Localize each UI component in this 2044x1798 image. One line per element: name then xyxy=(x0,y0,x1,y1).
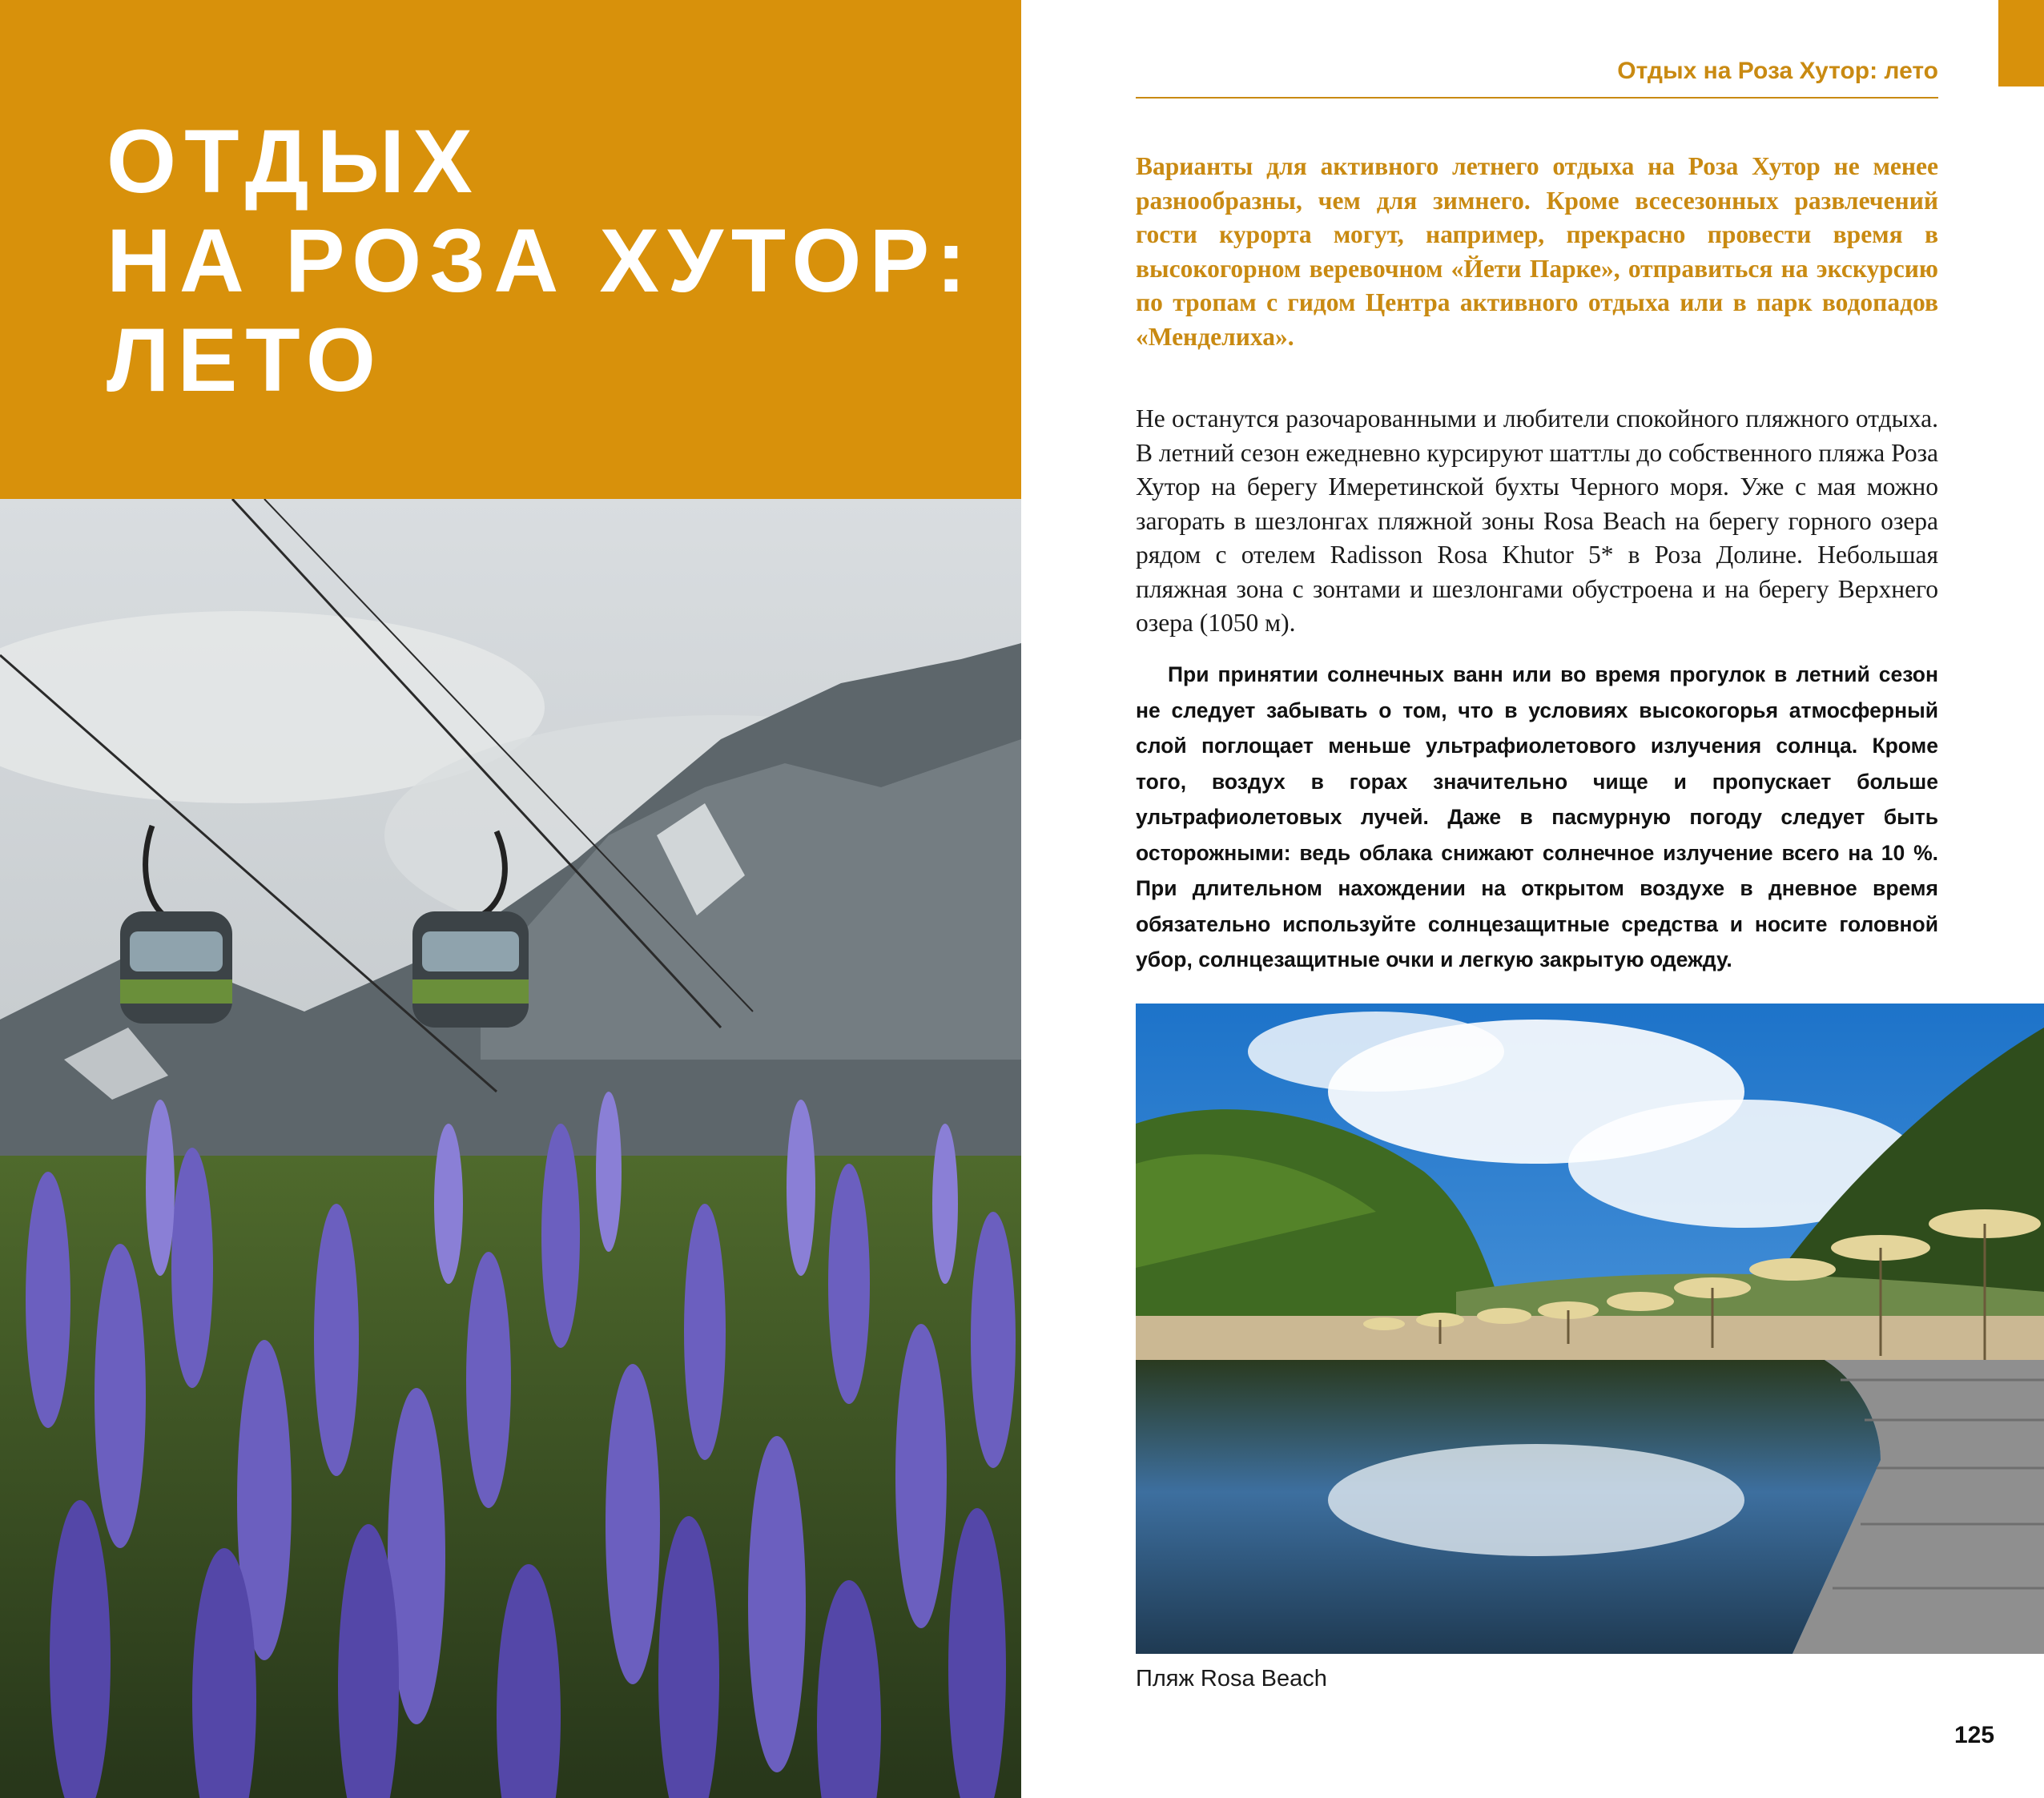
chapter-title xyxy=(107,112,974,410)
notice-paragraph: При принятии солнечных ванн или во время прогулок в летний сезон не следует забывать о том, что в условиях высокогорья атмосферный слой поглощает меньше ультрафиолетового излучения солнца. Кроме того, воздух в горах значительно чище и пропускает больше ультрафиолетовых лучей. Даже в пасмурную погоду следует быть осторожными: ведь облака снижают солнечное излучение всего на 10 %. При длительном нахождении на открытом воздухе в дневное время обязательно используйте солнцезащитные средства и носите головной убор, солнцезащитные очки и легкую закрытую одежду. xyxy=(1136,662,1938,971)
body-paragraph: Не останутся разочарованными и любители спокойного пляжного отдыха. В летний сезон ежедневно курсируют шаттлы до собственного пляжа Роза Хутор на берегу Имеретинской бухты Черного моря. Уже с мая можно загорать в шезлонгах пляжной зоны Rosa Beach на берегу горного озера рядом с отелем Radisson Rosa Khutor 5* в Роза Долине. Небольшая пляжная зона с зонтами и шезлонгами обустроена и на берегу Верхнего озера (1050 м). xyxy=(1136,404,1939,637)
title-block xyxy=(0,0,1021,499)
chapter-title-line: НА РОЗА ХУТОР: xyxy=(107,211,975,311)
lupine-gondola-photo xyxy=(0,499,1021,1798)
photo-caption: Пляж Rosa Beach xyxy=(1136,1666,1327,1691)
running-header: Отдых на Роза Хутор: лето xyxy=(1617,58,1938,84)
chapter-title-line: ЛЕТО xyxy=(107,310,384,410)
rosa-beach-photo xyxy=(1136,1004,2044,1654)
header-rule xyxy=(1136,97,1938,99)
chapter-title-line: ОТДЫХ xyxy=(107,111,481,211)
page-number: 125 xyxy=(1954,1722,1995,1748)
chapter-tab xyxy=(1998,0,2044,86)
lead-paragraph: Варианты для активного летнего отдыха на Роза Хутор не менее разнообразны, чем для зимнего. Кроме всесезонных развлечений гости курорта могут, например, прекрасно провести время в высокогорном веревочном «Йети Парке», отправиться на экскурсию по тропам с гидом Центра активного отдыха или в парк водопадов «Менделиха». xyxy=(1136,152,1938,351)
